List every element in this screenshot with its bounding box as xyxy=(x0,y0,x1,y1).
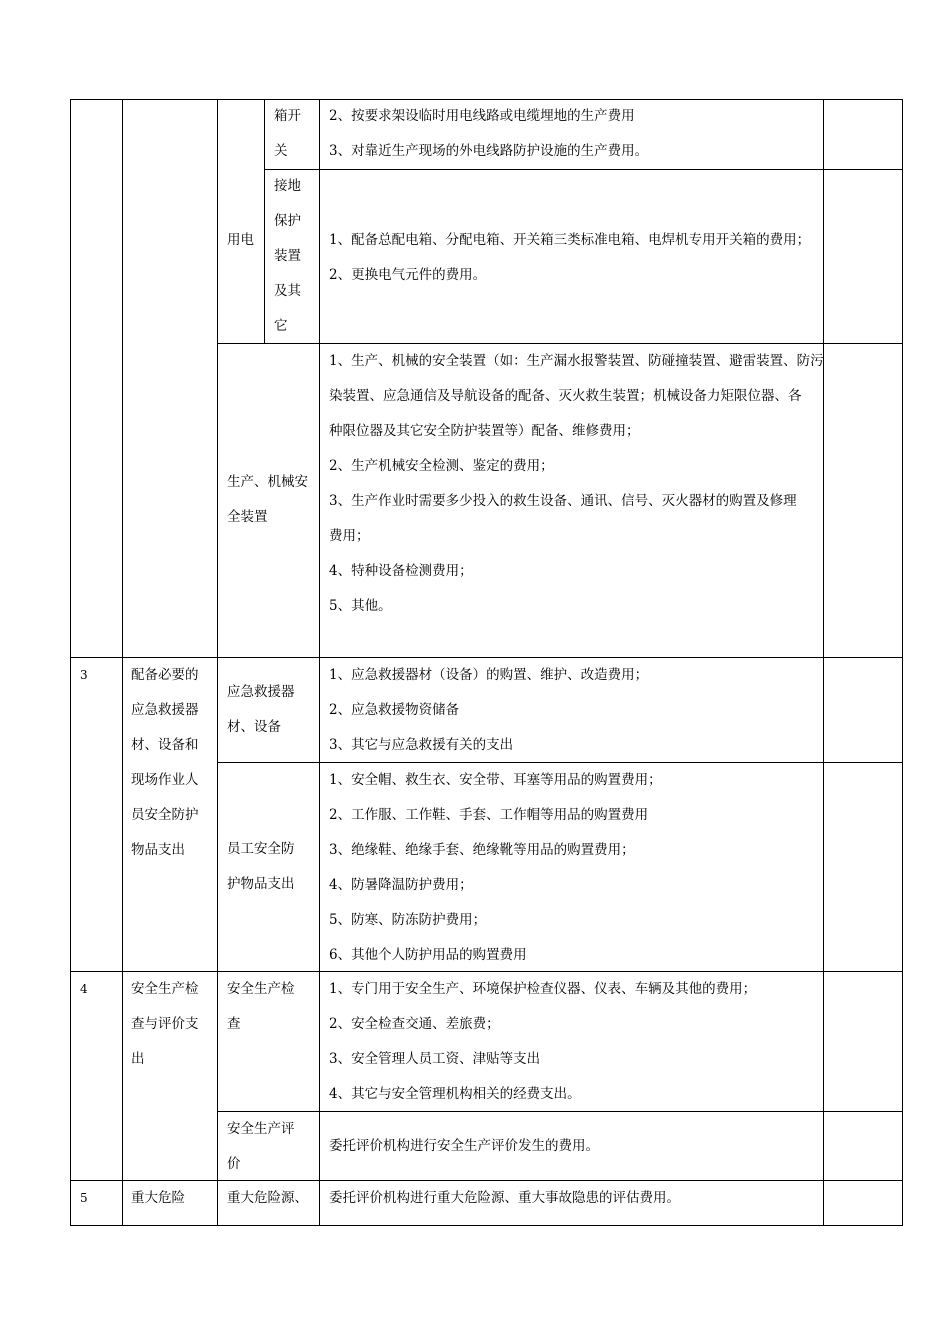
column-divider xyxy=(217,99,218,1226)
label-line: 物品支出 xyxy=(131,842,185,858)
grounding-items xyxy=(329,223,810,293)
label-line: 全装置 xyxy=(227,509,268,525)
list-item: 2、更换电气元件的费用。 xyxy=(329,267,487,283)
ppe-items xyxy=(329,763,662,973)
label-line: 应急救援器 xyxy=(227,684,295,700)
list-item: 1、安全帽、救生衣、安全带、耳塞等用品的购置费用； xyxy=(329,772,662,788)
row-number: 4 xyxy=(80,982,88,996)
label-line: 员工安全防 xyxy=(227,841,295,857)
emergency-items xyxy=(329,658,648,763)
row5-category: 重大危险 xyxy=(131,1190,185,1206)
list-item: 染装置、应急通信及导航设备的配备、灭火救生装置；机械设备力矩限位器、各 xyxy=(329,388,802,404)
list-item: 2、生产机械安全检测、鉴定的费用； xyxy=(329,458,554,474)
column-divider xyxy=(264,99,265,344)
column-divider xyxy=(122,99,123,1226)
list-item: 4、防暑降温防护费用； xyxy=(329,877,473,893)
label-line: 员安全防护 xyxy=(131,807,199,823)
list-item: 种限位器及其它安全防护装置等）配备、维修费用； xyxy=(329,423,640,439)
list-item: 1、应急救援器材（设备）的购置、维护、改造费用； xyxy=(329,667,649,683)
label-line: 材、设备 xyxy=(227,719,281,735)
list-item: 5、防寒、防冻防护费用； xyxy=(329,912,487,928)
row4-category xyxy=(131,972,199,1077)
list-item: 2、工作服、工作鞋、手套、工作帽等用品的购置费用 xyxy=(329,807,649,823)
expense-table xyxy=(70,99,903,1226)
list-item: 2、应急救援物资储备 xyxy=(329,702,460,718)
label-line: 现场作业人 xyxy=(131,772,199,788)
label-line: 装置 xyxy=(274,248,301,264)
label-line: 安全生产检 xyxy=(227,981,295,997)
label-line: 保护 xyxy=(274,213,301,229)
label-line: 应急救援器 xyxy=(131,702,199,718)
list-item: 委托评价机构进行重大危险源、重大事故隐患的评估费用。 xyxy=(329,1190,680,1206)
label-line: 接地 xyxy=(274,178,301,194)
list-item: 3、绝缘鞋、绝缘手套、绝缘靴等用品的购置费用； xyxy=(329,842,635,858)
list-item: 1、配备总配电箱、分配电箱、开关箱三类标准电箱、电焊机专用开关箱的费用； xyxy=(329,232,811,248)
label-line: 出 xyxy=(131,1051,145,1067)
evaluation-label xyxy=(227,1112,295,1182)
emergency-label xyxy=(227,675,295,745)
row5-items xyxy=(329,1181,680,1216)
label-line: 箱开 xyxy=(274,108,301,124)
row3-category xyxy=(131,658,199,868)
column-divider xyxy=(823,99,824,1226)
row-number: 5 xyxy=(80,1191,88,1205)
list-item: 费用； xyxy=(329,528,370,544)
label-line: 价 xyxy=(227,1156,241,1172)
ppe-label xyxy=(227,832,295,902)
list-item: 3、对靠近生产现场的外电线路防护设施的生产费用。 xyxy=(329,143,649,159)
row-number: 3 xyxy=(80,668,88,682)
machinery-label xyxy=(227,465,308,535)
power-category: 用电 xyxy=(227,232,254,248)
row-divider xyxy=(265,169,903,170)
label-line: 配备必要的 xyxy=(131,667,199,683)
switch-box-label xyxy=(274,99,301,169)
inspection-label xyxy=(227,972,295,1042)
list-item: 2、按要求架设临时用电线路或电缆埋地的生产费用 xyxy=(329,108,635,124)
list-item: 1、专门用于安全生产、环境保护检查仪器、仪表、车辆及其他的费用； xyxy=(329,981,757,997)
list-item: 4、特种设备检测费用； xyxy=(329,563,473,579)
table-left-border xyxy=(70,99,71,1226)
label-line: 查 xyxy=(227,1016,241,1032)
label-line: 关 xyxy=(274,143,288,159)
grounding-label xyxy=(274,169,301,344)
list-item: 5、其他。 xyxy=(329,598,392,614)
table-bottom-border xyxy=(70,1225,903,1226)
label-line: 护物品支出 xyxy=(227,876,295,892)
label-line: 安全生产评 xyxy=(227,1121,295,1137)
list-item: 委托评价机构进行安全生产评价发生的费用。 xyxy=(329,1138,599,1154)
column-divider xyxy=(319,99,320,1226)
list-item: 3、安全管理人员工资、津贴等支出 xyxy=(329,1051,541,1067)
label-line: 查与评价支 xyxy=(131,1016,199,1032)
list-item: 3、生产作业时需要多少投入的救生设备、通讯、信号、灭火器材的购置及修理 xyxy=(329,493,797,509)
machinery-items xyxy=(329,344,824,624)
table-right-border xyxy=(902,99,903,1226)
label-line: 材、设备和 xyxy=(131,737,199,753)
list-item: 1、生产、机械的安全装置（如：生产漏水报警装置、防碰撞装置、避雷装置、防污 xyxy=(329,353,824,369)
label-line: 安全生产检 xyxy=(131,981,199,997)
label-line: 生产、机械安 xyxy=(227,474,308,490)
row5-sub-label: 重大危险源、 xyxy=(227,1190,308,1206)
list-item: 3、其它与应急救援有关的支出 xyxy=(329,737,514,753)
label-line: 它 xyxy=(274,318,288,334)
switch-box-items xyxy=(329,99,648,169)
list-item: 2、安全检查交通、差旅费； xyxy=(329,1016,500,1032)
list-item: 6、其他个人防护用品的购置费用 xyxy=(329,947,527,963)
list-item: 4、其它与安全管理机构相关的经费支出。 xyxy=(329,1086,581,1102)
inspection-items xyxy=(329,972,756,1112)
evaluation-items xyxy=(329,1129,599,1164)
label-line: 及其 xyxy=(274,283,301,299)
